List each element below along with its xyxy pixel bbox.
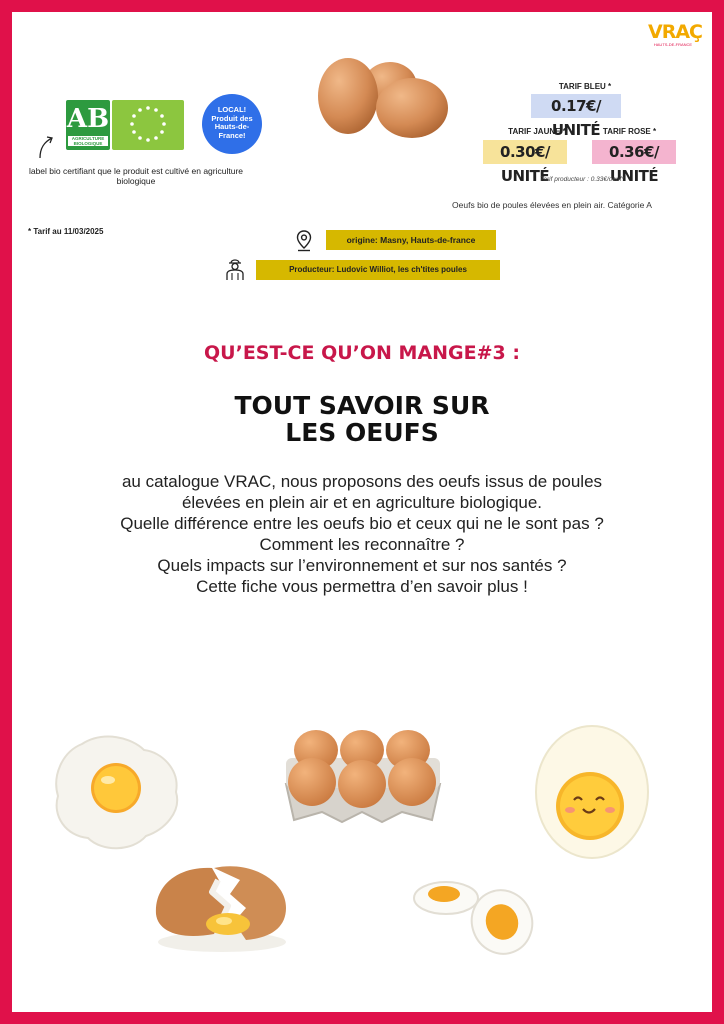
page xyxy=(12,12,712,1012)
tarif-date: * Tarif au 11/03/2025 xyxy=(28,227,104,236)
main-title-line: LES OEUFS xyxy=(285,418,439,447)
main-title xyxy=(12,392,712,446)
intro-paragraph xyxy=(32,471,692,597)
ab-logo-text: AB xyxy=(66,104,110,134)
egg-description: Oeufs bio de poules élevées en plein air. Catégorie A xyxy=(452,200,652,210)
ab-logo-caption: AGRICULTURE BIOLOGIQUE xyxy=(68,136,108,146)
vrac-logo-tagline: HAUTS-DE-FRANCE xyxy=(653,42,693,47)
vrac-logo xyxy=(648,21,702,56)
local-badge-line: France! xyxy=(218,130,246,140)
tarif-jaune-label: TARIF JAUNE * xyxy=(508,127,566,136)
local-badge-line: Produit des xyxy=(211,113,253,123)
intro-line: élevées en plein air et en agriculture biologique. xyxy=(181,493,543,512)
tarif-bleu-label: TARIF BLEU * xyxy=(558,82,612,91)
ab-bio-logo xyxy=(66,100,110,150)
tarif-rose-label: TARIF ROSE * xyxy=(602,127,657,136)
tarif-bleu-price: 0.17€/ UNITÉ xyxy=(531,94,621,118)
producer-price: Tarif producteur : 0.33€/oeuf* xyxy=(540,176,624,183)
fried-egg-icon xyxy=(52,730,184,854)
farmer-icon xyxy=(224,257,246,281)
cracked-egg-icon xyxy=(150,854,300,958)
tarif-rose-price: 0.36€/ UNITÉ xyxy=(592,140,676,164)
curved-arrow-icon xyxy=(36,134,56,160)
origin-label: origine: Masny, Hauts-de-france xyxy=(326,230,496,250)
local-badge-line: LOCAL! xyxy=(217,105,247,114)
bio-label-caption: label bio certifiant que le produit est cultivé en agriculture biologique xyxy=(28,166,244,186)
tarif-jaune-price: 0.30€/ UNITÉ xyxy=(483,140,567,164)
producer-label: Producteur: Ludovic Williot, les ch'tites poules xyxy=(256,260,500,280)
eu-organic-leaf-icon xyxy=(112,100,184,150)
intro-line: Cette fiche vous permettra d’en savoir plus ! xyxy=(196,577,528,596)
vrac-logo-text: VRAÇ xyxy=(648,21,702,43)
pin-icon xyxy=(296,230,312,252)
question-title: QU’EST-CE QU’ON MANGE#3 : xyxy=(204,342,520,364)
egg-carton-icon xyxy=(282,728,444,826)
smiling-egg-icon xyxy=(532,716,652,860)
intro-line: Quels impacts sur l’environnement et sur nos santés ? xyxy=(157,556,567,575)
intro-line: Quelle différence entre les oeufs bio et ceux qui ne le sont pas ? xyxy=(120,514,604,533)
main-title-line: TOUT SAVOIR SUR xyxy=(234,391,490,420)
local-badge xyxy=(202,94,262,154)
eggs-illustration xyxy=(312,54,452,144)
boiled-egg-halves-icon xyxy=(410,868,540,962)
intro-line: au catalogue VRAC, nous proposons des oeufs issus de poules xyxy=(121,472,603,491)
local-badge-line: Hauts-de- xyxy=(214,122,250,131)
intro-line: Comment les reconnaître ? xyxy=(259,535,465,554)
